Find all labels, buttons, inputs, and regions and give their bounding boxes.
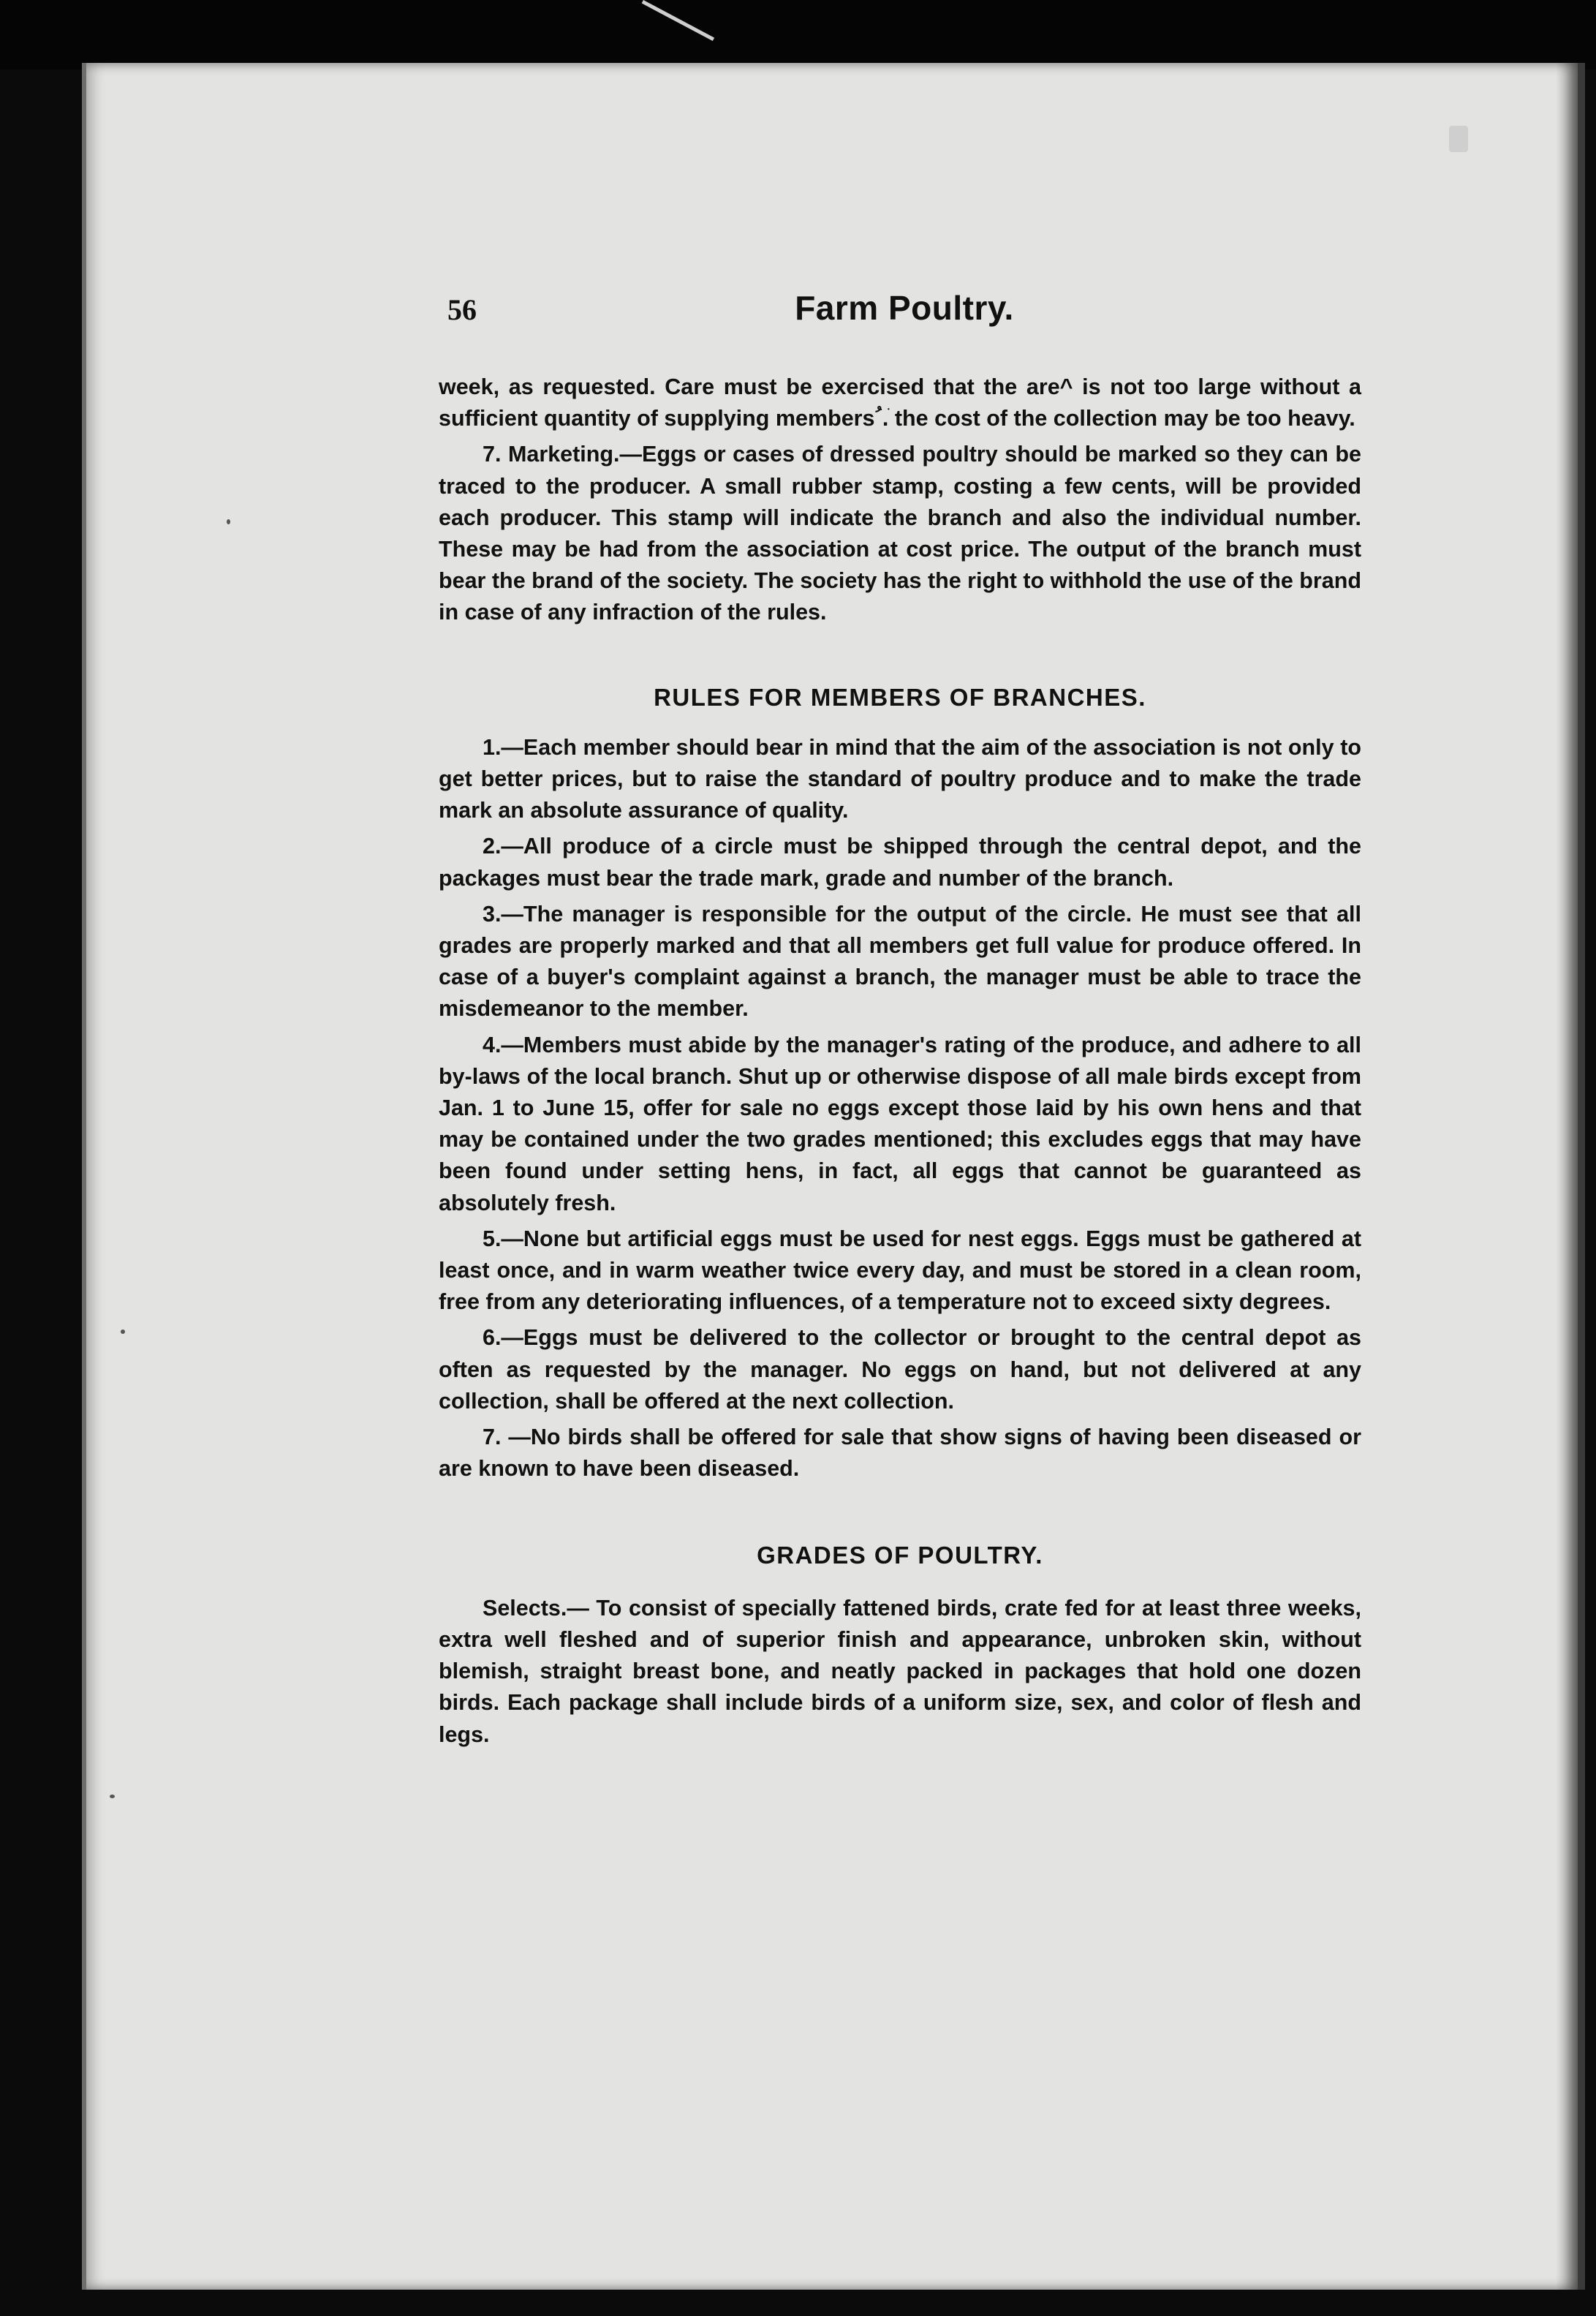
rule-2: 2.—All produce of a circle must be shipped through the central depot, and the packages must bear the trade mark, grade and number of the branch.	[439, 834, 1361, 891]
page-spine-shadow	[1556, 63, 1578, 2290]
grades-heading: GRADES OF POULTRY.	[757, 1541, 1043, 1569]
scan-artifact-clip	[1449, 126, 1468, 152]
rule-6: 6.—Eggs must be delivered to the collector or brought to the central depot as often as requested by the manager. No eggs on hand, but not delivered at any collection, shall be offered at the next collection.	[439, 1325, 1361, 1414]
selects-text: — To consist of specially fattened birds, crate fed for at least three weeks, extra well fleshed and of superior finish and appearance, unbroken skin, without blemish, straight breast bone, and neatly packed in packages that hold one dozen birds. Each package shall include birds of a uniform size, sex, and color of flesh and legs.	[439, 1595, 1361, 1747]
rule-1: 1.—Each member should bear in mind that the aim of the association is not only to get better prices, but to raise the standard of poultry produce and to make the trade mark an absolute assurance of quality.	[439, 734, 1361, 823]
page-body	[439, 371, 1361, 1751]
marketing-run-in: 7. Marketing.	[483, 442, 620, 467]
scan-speck	[110, 1795, 115, 1798]
page-header	[447, 289, 1361, 351]
selects-run-in: Selects.	[483, 1595, 567, 1621]
selects-paragraph	[439, 1593, 1361, 1751]
marketing-text: —Eggs or cases of dressed poultry should be marked so they can be traced to the producer. A small rubber stamp, costing a few cents, will be provided each producer. This stamp will indicate the branch and also the individual number. These may be had from the association at cost price. The output of the branch must bear the brand of the society. The society has the right to withhold the use of the brand in case of any infraction of the rules.	[439, 442, 1361, 625]
scan-background-top	[0, 0, 1596, 69]
rule-3: 3.—The manager is responsible for the output of the circle. He must see that all grades are properly marked and that all members get full value for produce offered. In case of a buyer's complaint against a branch, the manager must be able to trace the misdemeanor to the member.	[439, 901, 1361, 1022]
rule-4: 4.—Members must abide by the manager's rating of the produce, and adhere to all by-laws of the local branch. Shut up or otherwise dispose of all male birds except from Jan. 1 to June 15, offer for sale no eggs except those laid by his own hens and that may be contained under the two grades mentioned; this excludes eggs that may have been found under setting hens, in fact, all eggs that cannot be guaranteed as absolutely fresh.	[439, 1032, 1361, 1215]
rule-7: 7. —No birds shall be offered for sale that show signs of having been diseased or are known to have been diseased.	[439, 1425, 1361, 1482]
rule-5: 5.—None but artificial eggs must be used for nest eggs. Eggs must be gathered at least once, and in warm weather twice every day, and must be stored in a clean room, free from any deteriorating influences, of a temperature not to exceed sixty degrees.	[439, 1226, 1361, 1315]
continuation-paragraph: week, as requested. Care must be exercised that the are^ is not too large without a sufficient quantity of supplying members ُ.ׁ the cost of the collection may be too heavy.	[439, 374, 1361, 431]
marketing-paragraph	[439, 439, 1361, 628]
page-number: 56	[447, 293, 477, 326]
scan-speck	[227, 519, 230, 524]
running-title: Farm Poultry.	[795, 289, 1014, 327]
rules-heading: RULES FOR MEMBERS OF BRANCHES.	[654, 683, 1146, 711]
scan-speck	[121, 1329, 125, 1334]
